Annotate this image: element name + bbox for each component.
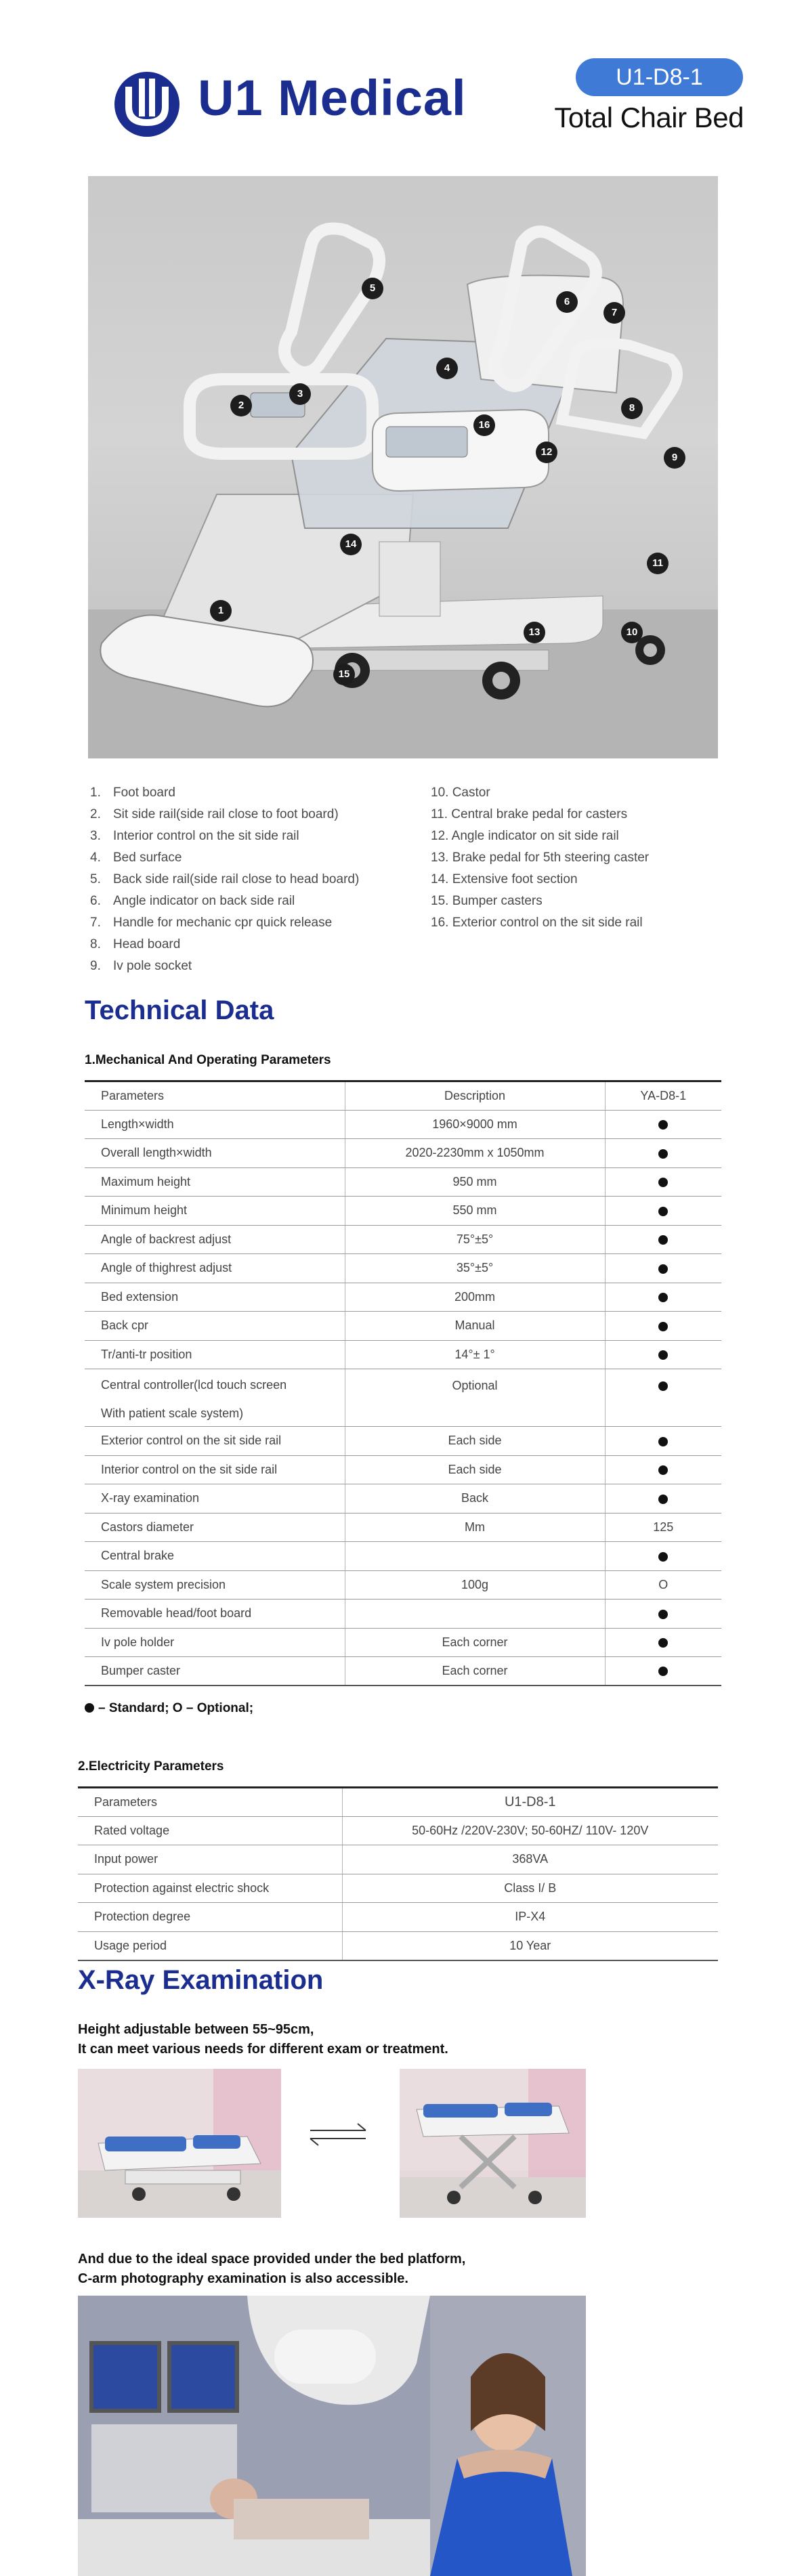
table-row: X-ray examination Back — [85, 1484, 721, 1514]
list-item: 10. Castor — [431, 786, 490, 800]
mechanical-params-title: 1.Mechanical And Operating Parameters — [85, 1053, 331, 1067]
standard-dot — [658, 1552, 668, 1562]
callout-2: 2 — [230, 395, 252, 416]
u1-logo-icon — [112, 69, 182, 139]
list-item: 12. Angle indicator on sit side rail — [431, 829, 619, 843]
list-item: 4. Bed surface — [90, 851, 182, 865]
xray-paragraph-1: Height adjustable between 55~95cm, It can meet various needs for different exam or treatment. — [78, 2022, 448, 2057]
electricity-params-table — [78, 1786, 718, 1961]
standard-dot — [658, 1149, 668, 1159]
bed-illustration — [88, 176, 718, 758]
table-header-row: Parameters U1-D8-1 — [78, 1788, 718, 1817]
callout-6: 6 — [556, 291, 578, 313]
standard-dot — [658, 1350, 668, 1360]
standard-dot — [658, 1264, 668, 1274]
brand-name: U1 Medical — [198, 70, 467, 126]
list-item: 9. Iv pole socket — [90, 959, 192, 973]
callout-9: 9 — [664, 447, 685, 469]
list-item: 7. Handle for mechanic cpr quick release — [90, 916, 333, 930]
table-row: Removable head/foot board — [85, 1600, 721, 1629]
list-item: 16. Exterior control on the sit side rail — [431, 916, 643, 930]
swap-arrows-icon — [306, 2120, 370, 2149]
table-header-row: Parameters Description YA-D8-1 — [85, 1081, 721, 1111]
table-legend: – Standard; O – Optional; — [85, 1701, 253, 1716]
table-row: Central brake — [85, 1542, 721, 1571]
model-badge: U1-D8-1 — [576, 58, 743, 96]
standard-dot — [658, 1120, 668, 1130]
table-row: Interior control on the sit side rail Each side — [85, 1455, 721, 1484]
table-row: Protection degree IP-X4 — [78, 1903, 718, 1932]
table-row: Rated voltage 50-60Hz /220V-230V; 50-60HZ/ 110V- 120V — [78, 1816, 718, 1845]
callout-13: 13 — [524, 622, 545, 643]
bed-low-position-photo — [78, 2069, 281, 2218]
standard-dot — [658, 1638, 668, 1648]
standard-dot — [658, 1293, 668, 1302]
table-row: Angle of thighrest adjust 35°±5° — [85, 1254, 721, 1283]
standard-dot — [658, 1610, 668, 1619]
xray-title: X-Ray Examination — [78, 1965, 324, 1995]
table-row: Overall length×width 2020-2230mm x 1050mm — [85, 1139, 721, 1168]
callout-1: 1 — [210, 600, 232, 622]
callout-15: 15 — [333, 664, 355, 685]
table-row: Bumper caster Each corner — [85, 1657, 721, 1686]
list-item: 1. Foot board — [90, 786, 175, 800]
bed-high-position-photo — [400, 2069, 586, 2218]
table-row: Exterior control on the sit side rail Each side — [85, 1427, 721, 1456]
callout-14: 14 — [340, 534, 362, 555]
list-item: 11. Central brake pedal for casters — [431, 807, 628, 821]
c-arm-exam-photo — [78, 2296, 586, 2576]
xray-paragraph-2: And due to the ideal space provided under the bed platform, C-arm photography examination is also accessible. — [78, 2252, 466, 2286]
table-row: Back cpr Manual — [85, 1312, 721, 1341]
technical-data-title: Technical Data — [85, 995, 274, 1025]
list-item: 14. Extensive foot section — [431, 872, 578, 886]
table-row: Tr/anti-tr position 14°± 1° — [85, 1340, 721, 1369]
standard-dot — [658, 1322, 668, 1331]
table-row: Bed extension 200mm — [85, 1283, 721, 1312]
callout-5: 5 — [362, 278, 383, 299]
list-item: 13. Brake pedal for 5th steering caster — [431, 851, 650, 865]
parts-list-right — [431, 782, 649, 934]
standard-dot — [658, 1207, 668, 1216]
list-item: 8. Head board — [90, 937, 181, 951]
electricity-params-title: 2.Electricity Parameters — [78, 1759, 224, 1774]
standard-dot — [658, 1178, 668, 1187]
standard-dot — [658, 1667, 668, 1676]
callout-8: 8 — [621, 398, 643, 419]
table-row: Maximum height 950 mm — [85, 1167, 721, 1197]
callout-11: 11 — [647, 553, 669, 574]
standard-dot — [658, 1495, 668, 1504]
standard-dot — [658, 1465, 668, 1475]
table-row: Central controller(lcd touch screen With patient scale system) Optional — [85, 1369, 721, 1427]
table-row: Iv pole holder Each corner — [85, 1628, 721, 1657]
callout-16: 16 — [473, 414, 495, 436]
header — [0, 0, 806, 156]
callout-4: 4 — [436, 358, 458, 379]
callout-12: 12 — [536, 442, 557, 463]
standard-dot — [658, 1381, 668, 1391]
list-item: 2. Sit side rail(side rail close to foot board) — [90, 807, 339, 821]
table-row: Minimum height 550 mm — [85, 1197, 721, 1226]
product-name: Total Chair Bed — [554, 102, 744, 133]
bed-photo — [88, 176, 718, 758]
callout-3: 3 — [289, 383, 311, 405]
table-row: Usage period 10 Year — [78, 1931, 718, 1960]
table-row: Input power 368VA — [78, 1845, 718, 1874]
table-row: Scale system precision 100g O — [85, 1570, 721, 1600]
callout-7: 7 — [603, 302, 625, 324]
table-row: Length×width 1960×9000 mm — [85, 1110, 721, 1139]
table-row: Castors diameter Mm 125 — [85, 1513, 721, 1542]
mechanical-params-table — [85, 1080, 721, 1686]
standard-dot — [85, 1703, 94, 1713]
callout-10: 10 — [621, 622, 643, 643]
parts-list-left — [90, 782, 359, 977]
list-item: 5. Back side rail(side rail close to head board) — [90, 872, 360, 886]
table-row: Angle of backrest adjust 75°±5° — [85, 1225, 721, 1254]
standard-dot — [658, 1437, 668, 1446]
table-row: Protection against electric shock Class I/ B — [78, 1874, 718, 1903]
list-item: 15. Bumper casters — [431, 894, 543, 908]
list-item: 6. Angle indicator on back side rail — [90, 894, 295, 908]
list-item: 3. Interior control on the sit side rail — [90, 829, 299, 843]
standard-dot — [658, 1235, 668, 1245]
